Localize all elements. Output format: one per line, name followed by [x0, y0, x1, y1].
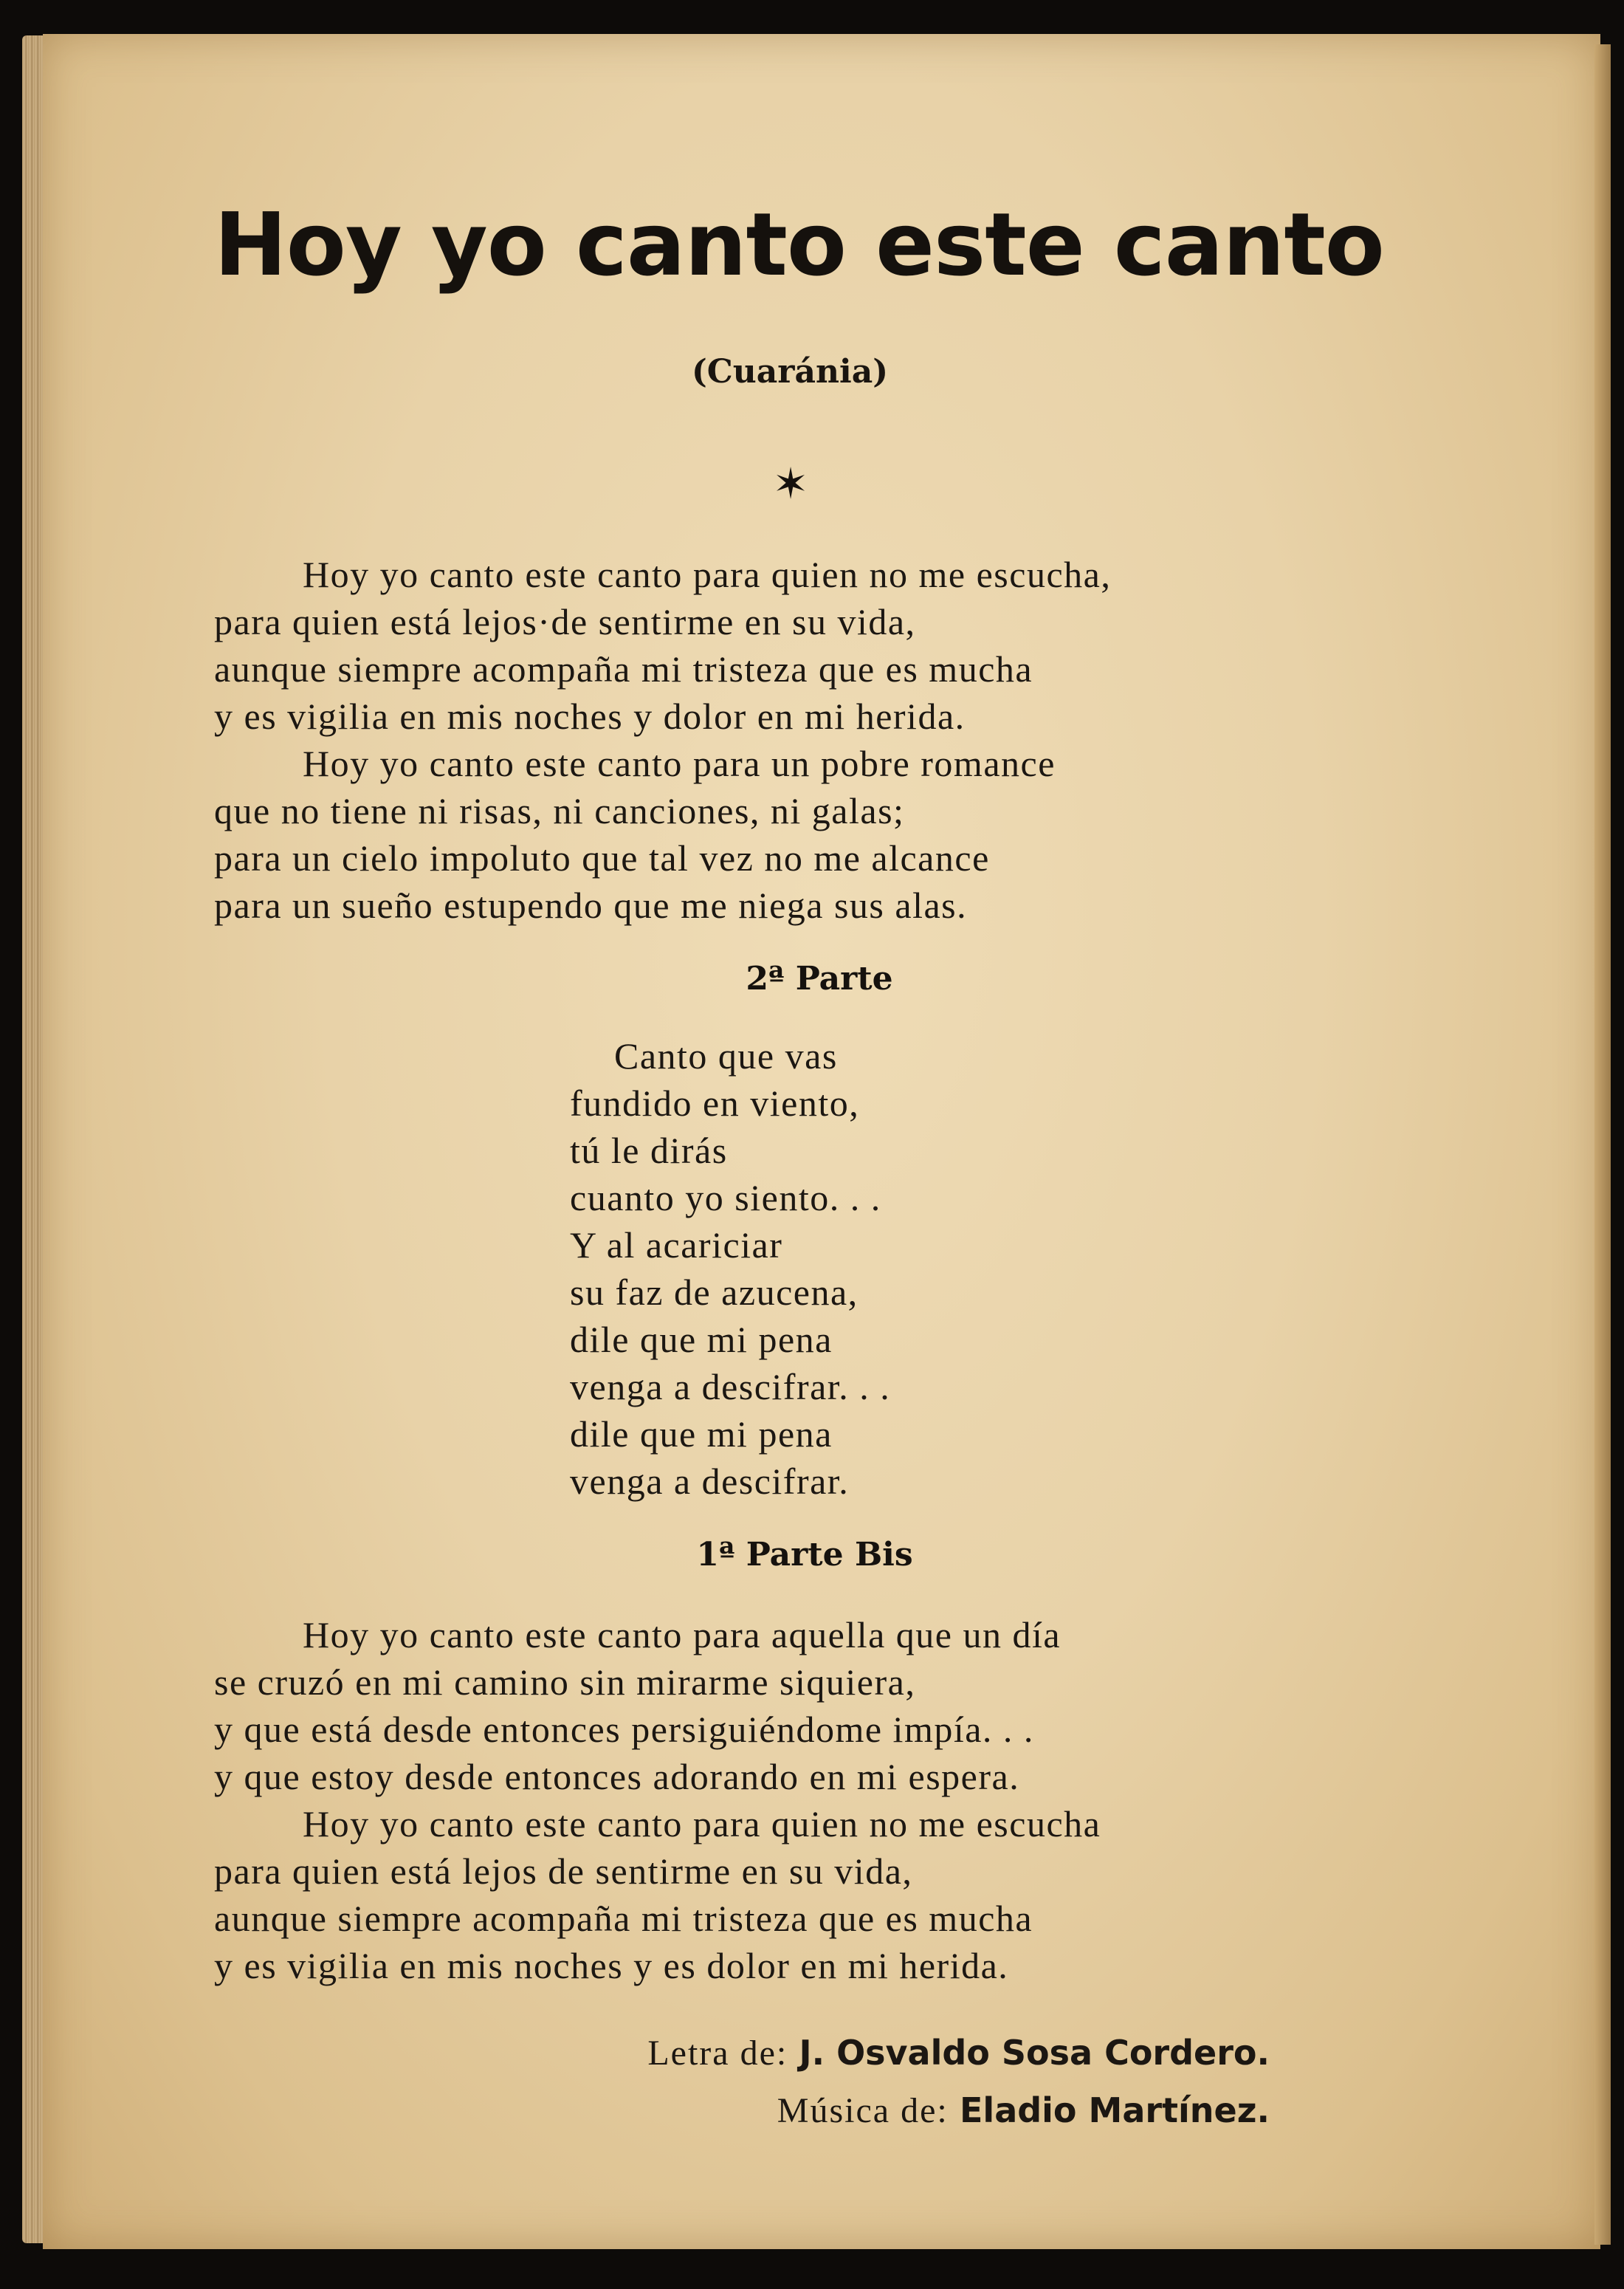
star-ornament-icon: ✶: [772, 459, 809, 509]
verse-part-1-bis: [214, 1611, 1101, 1989]
verse-line: para un cielo impoluto que tal vez no me alcance: [214, 837, 990, 879]
verse-line: Hoy yo canto este canto para un pobre romance: [303, 743, 1056, 784]
verse-line: venga a descifrar. . .: [570, 1366, 891, 1407]
music-label: Música de:: [777, 2091, 949, 2130]
verse-line: y es vigilia en mis noches y es dolor en mi herida.: [214, 1945, 1009, 1986]
verse-line: aunque siempre acompaña mi tristeza que es mucha: [214, 648, 1033, 690]
part-1-bis-heading: 1ª Parte Bis: [696, 1536, 913, 1574]
verse-line: fundido en viento,: [570, 1082, 860, 1124]
verse-line: Canto que vas: [614, 1035, 838, 1077]
verse-line: dile que mi pena: [570, 1319, 833, 1360]
page-gutter-edge: [1594, 44, 1611, 2245]
song-genre: [0, 353, 1580, 391]
verse-line: venga a descifrar.: [570, 1461, 850, 1502]
verse-part-1: [214, 551, 1111, 929]
lyrics-author: J. Osvaldo Sosa Cordero.: [799, 2033, 1270, 2073]
music-author: Eladio Martínez.: [960, 2090, 1270, 2130]
verse-line: para un sueño estupendo que me niega sus alas.: [214, 885, 968, 926]
verse-part-2: [570, 1032, 890, 1505]
verse-line: y es vigilia en mis noches y dolor en mi herida.: [214, 696, 966, 737]
verse-line: aunque siempre acompaña mi tristeza que es mucha: [214, 1898, 1033, 1939]
verse-line: para quien está lejos·de sentirme en su vida,: [214, 601, 916, 642]
verse-line: se cruzó en mi camino sin mirarme siquiera,: [214, 1661, 916, 1703]
verse-line: que no tiene ni risas, ni canciones, ni galas;: [214, 790, 905, 831]
lyrics-label: Letra de:: [647, 2034, 788, 2073]
music-credit: [0, 2090, 1270, 2131]
verse-line: cuanto yo siento. . .: [570, 1177, 881, 1218]
verse-line: dile que mi pena: [570, 1413, 833, 1455]
verse-line: Y al acariciar: [570, 1224, 783, 1266]
verse-line: y que estoy desde entonces adorando en mi espera.: [214, 1756, 1020, 1797]
verse-line: tú le dirás: [570, 1130, 728, 1171]
lyrics-credit: [0, 2032, 1270, 2073]
part-2-heading: 2ª Parte: [746, 960, 893, 998]
verse-line: y que está desde entonces persiguiéndome impía. . .: [214, 1709, 1034, 1750]
verse-line: su faz de azucena,: [570, 1272, 859, 1313]
song-genre-text: (Cuaránia): [691, 353, 889, 391]
verse-line: Hoy yo canto este canto para quien no me escucha: [303, 1803, 1101, 1844]
song-title: Hoy yo canto este canto: [214, 193, 1384, 295]
verse-line: Hoy yo canto este canto para aquella que un día: [303, 1614, 1062, 1655]
verse-line: para quien está lejos de sentirme en su vida,: [214, 1850, 913, 1892]
verse-line: Hoy yo canto este canto para quien no me escucha,: [303, 554, 1112, 595]
